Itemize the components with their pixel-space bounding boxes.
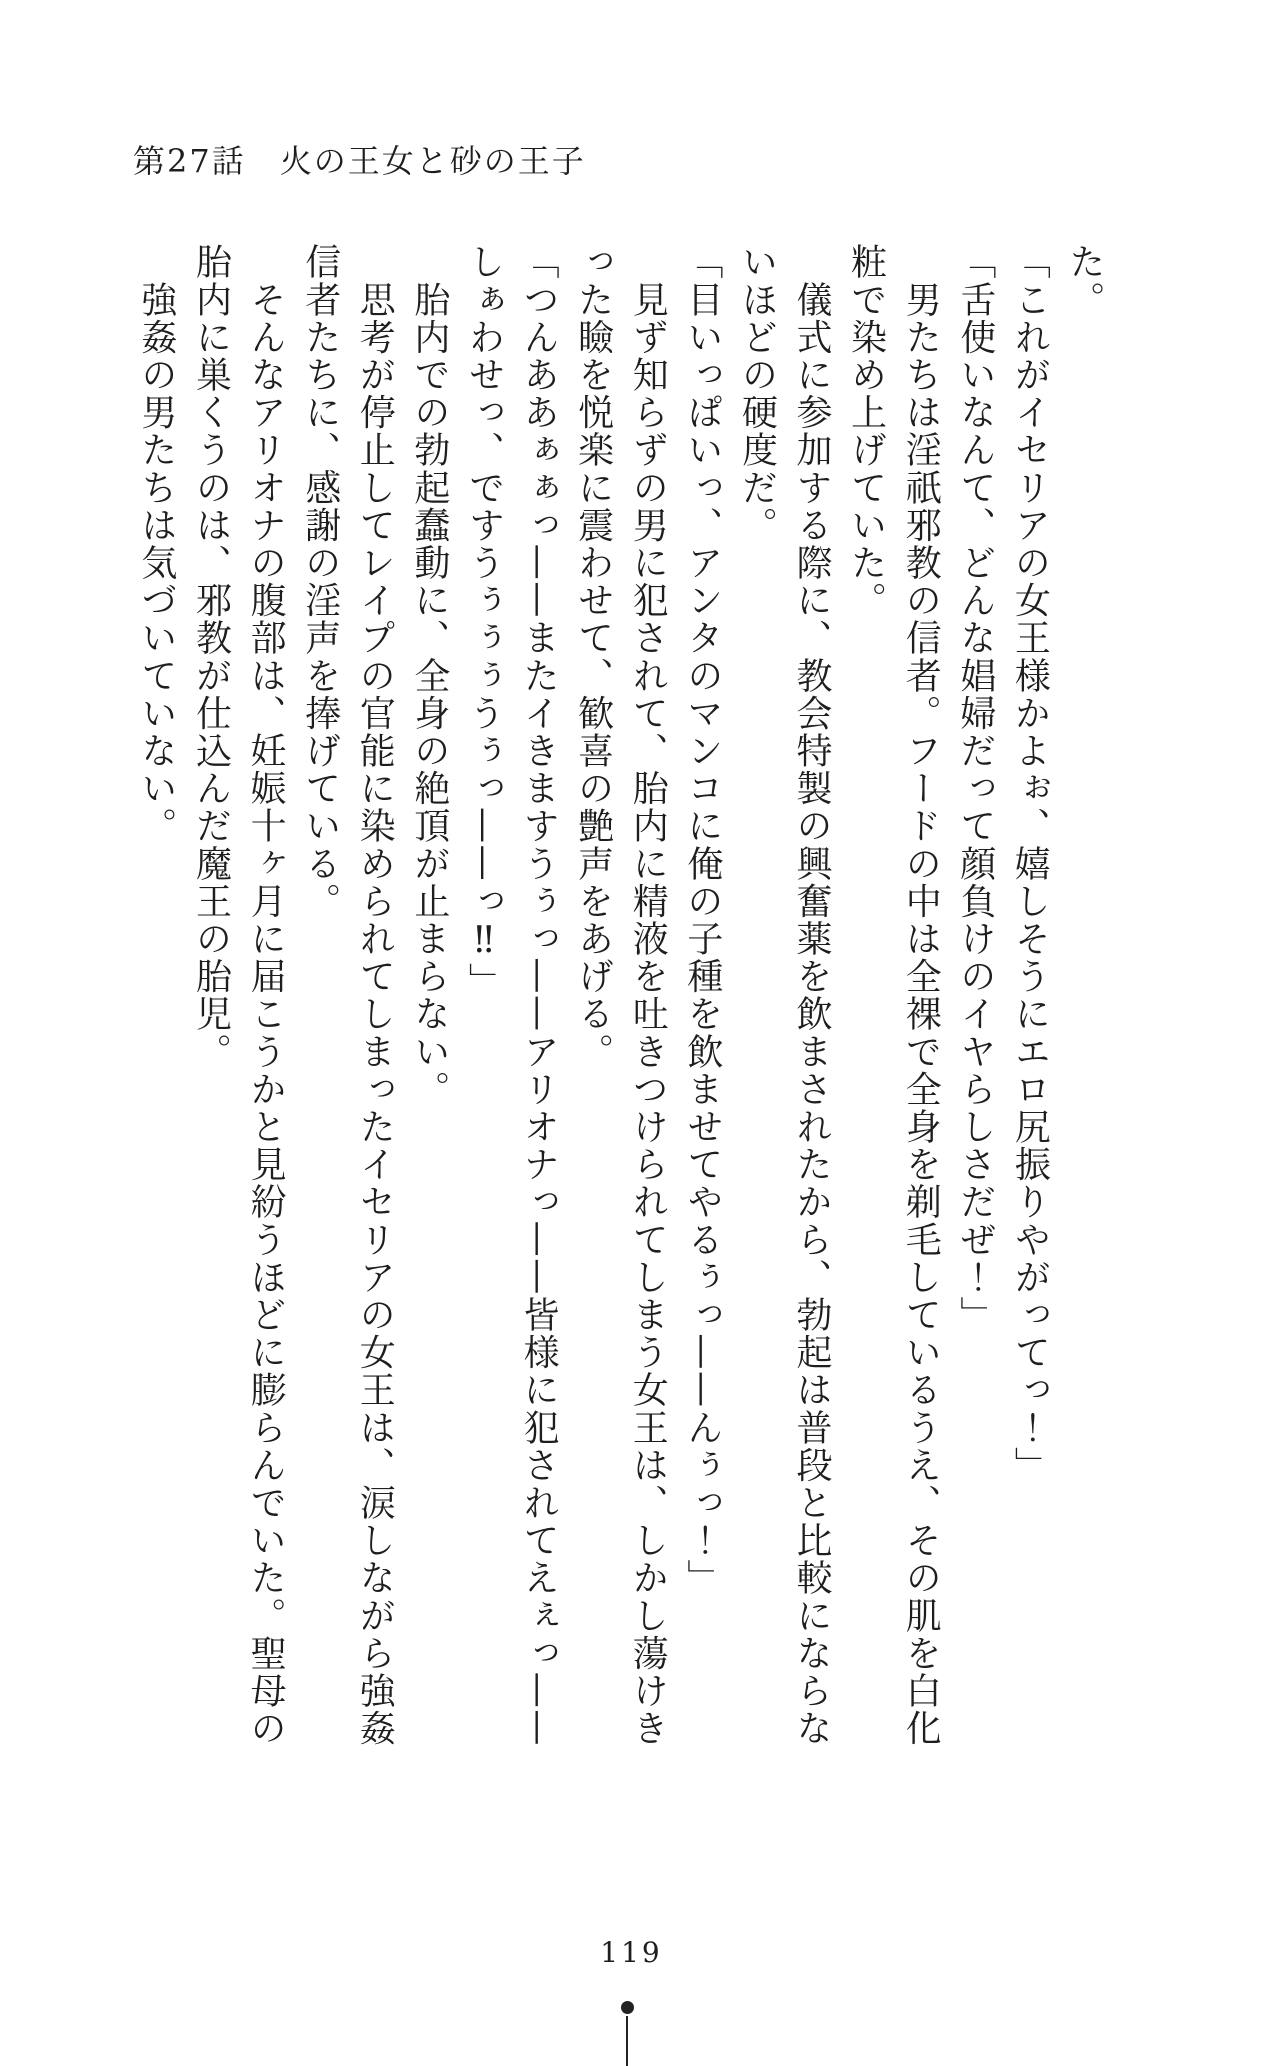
text-line: った瞼を悦楽に震わせて、歓喜の艶声をあげる。 <box>572 243 614 1071</box>
text-line: 見ず知らずの男に犯されて、胎内に精液を吐きつけられてしまう女王は、しかし蕩けき <box>627 243 669 1747</box>
text-line: 胎内での勃起蠢動に、全身の絶頂が止まらない。 <box>408 243 450 1108</box>
text-line: た。 <box>1064 243 1105 319</box>
text-line: 男たちは淫祇邪教の信者。フードの中は全裸で全身を剃毛しているうえ、その肌を白化 <box>900 243 942 1747</box>
text-line: 思考が停止してレイプの官能に染められてしまったイセリアの女王は、涙しながら強姦 <box>354 243 396 1747</box>
text-line: 「これがイセリアの女王様かよぉ、嬉しそうにエロ尻振りやがってっ！」 <box>1009 243 1051 1484</box>
text-line: 胎内に巣くうのは、邪教が仕込んだ魔王の胎児。 <box>190 243 232 1071</box>
text-line: いほどの硬度だ。 <box>736 243 778 544</box>
text-line: そんなアリオナの腹部は、妊娠十ヶ月に届こうかと見紛うほどに膨らんでいた。聖母の <box>245 243 287 1747</box>
chapter-header: 第27話 火の王女と砂の王子 <box>133 142 586 180</box>
body-text <box>128 243 1111 1751</box>
text-line: 信者たちに、感謝の淫声を捧げている。 <box>299 243 341 920</box>
footer-ornament-dot-icon <box>621 2001 634 2014</box>
text-line: 「舌使いなんて、どんな娼婦だって顔負けのイヤらしさだぜ！」 <box>954 243 996 1334</box>
page-number: 119 <box>600 1936 663 1969</box>
text-line: 儀式に参加する際に、教会特製の興奮薬を飲まされたから、勃起は普段と比較にならな <box>791 243 833 1747</box>
text-line: 粧で染め上げていた。 <box>845 243 887 619</box>
text-line: しぁわせっ、ですうぅぅぅうぅっ——っ‼」 <box>463 243 505 1000</box>
footer-ornament-line <box>626 2016 628 2066</box>
text-line: 強姦の男たちは気づいていない。 <box>135 243 177 845</box>
text-line: 「つんああぁぁっ——またイきますうぅっ——アリオナっ——皆様に犯されてえぇっ—— <box>518 243 560 1747</box>
text-line: 「目いっぱいっ、アンタのマンコに俺の子種を飲ませてやるぅっ——んぅっ！」 <box>681 243 723 1597</box>
